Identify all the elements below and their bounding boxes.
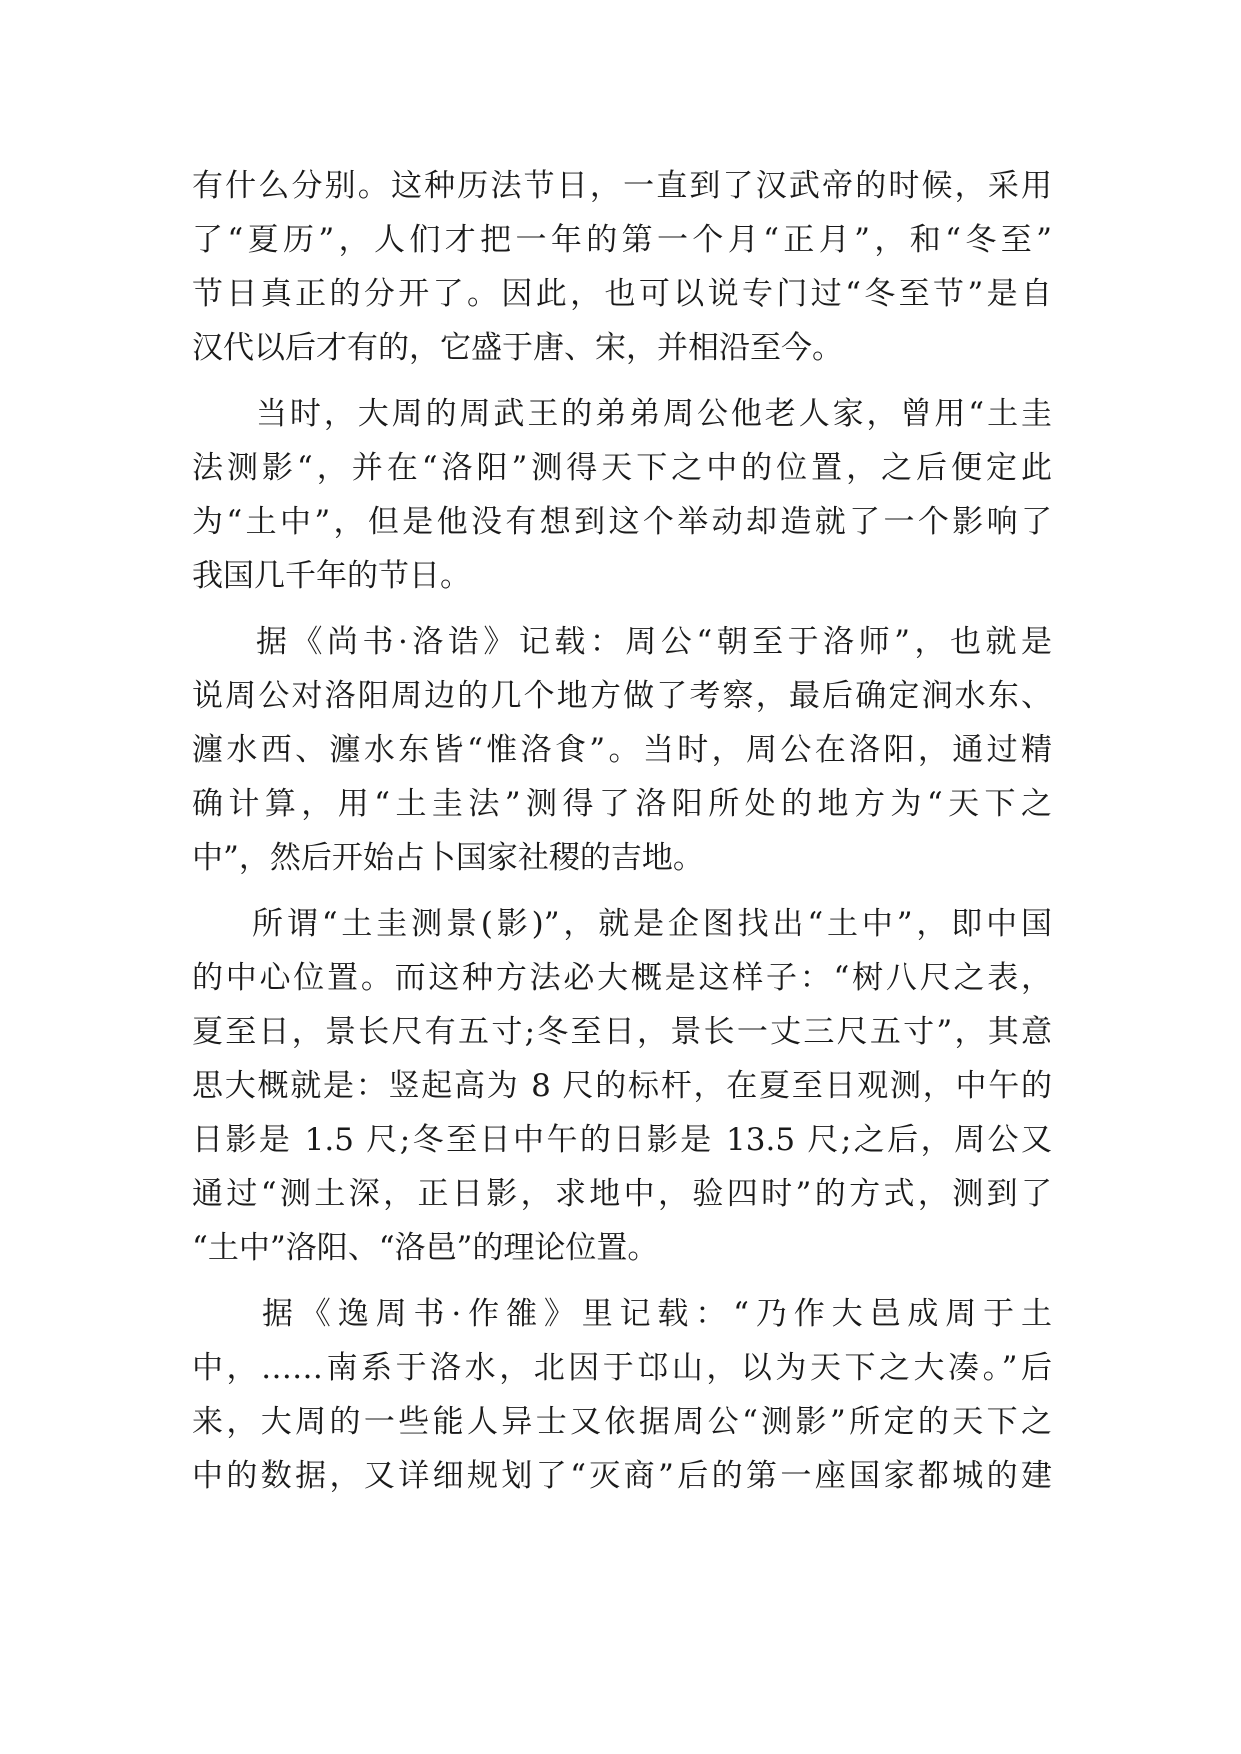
text-line-3: 节日真正的分开了。因此，也可以说专门过“冬至节”是自 (192, 276, 1052, 312)
text-line-14: 所谓“土圭测景(影)”，就是企图找出“土中”，即中国 (252, 906, 1052, 942)
text-line-12: 确计算，用“土圭法”测得了洛阳所处的地方为“天下之 (192, 786, 1052, 822)
text-line-8: 我国几千年的节日。 (192, 558, 471, 594)
text-line-5: 当时，大周的周武王的弟弟周公他老人家，曾用“土圭 (256, 396, 1052, 432)
text-line-20: “土中”洛阳、“洛邑”的理论位置。 (192, 1230, 659, 1266)
text-line-24: 中的数据，又详细规划了“灭商”后的第一座国家都城的建 (192, 1458, 1052, 1494)
text-line-17: 思大概就是：竖起高为 8 尺的标杆，在夏至日观测，中午的 (192, 1068, 1052, 1104)
text-line-11: 瀍水西、瀍水东皆“惟洛食”。当时，周公在洛阳，通过精 (192, 732, 1052, 768)
text-line-4: 汉代以后才有的，它盛于唐、宋，并相沿至今。 (192, 330, 843, 366)
text-line-6: 法测影“，并在“洛阳”测得天下之中的位置，之后便定此 (192, 450, 1052, 486)
text-line-22: 中，……南系于洛水，北因于邙山，以为天下之大凑。”后 (192, 1350, 1052, 1386)
text-line-1: 有什么分别。这种历法节日，一直到了汉武帝的时候，采用 (192, 168, 1052, 204)
text-line-9: 据《尚书·洛诰》记载：周公“朝至于洛师”，也就是 (256, 624, 1052, 660)
text-line-16: 夏至日，景长尺有五寸;冬至日，景长一丈三尺五寸”，其意 (192, 1014, 1052, 1050)
text-line-19: 通过“测土深，正日影，求地中，验四时”的方式，测到了 (192, 1176, 1052, 1212)
text-line-2: 了“夏历”，人们才把一年的第一个月“正月”，和“冬至” (192, 222, 1052, 258)
text-line-18: 日影是 1.5 尺;冬至日中午的日影是 13.5 尺;之后，周公又 (192, 1122, 1052, 1158)
text-line-7: 为“土中”，但是他没有想到这个举动却造就了一个影响了 (192, 504, 1052, 540)
text-line-21: 据《逸周书·作雒》里记载：“乃作大邑成周于土 (262, 1296, 1052, 1332)
text-line-13: 中”，然后开始占卜国家社稷的吉地。 (192, 840, 704, 876)
text-line-15: 的中心位置。而这种方法必大概是这样子：“树八尺之表， (192, 960, 1052, 996)
text-line-10: 说周公对洛阳周边的几个地方做了考察，最后确定涧水东、 (192, 678, 1052, 714)
text-line-23: 来，大周的一些能人异士又依据周公“测影”所定的天下之 (192, 1404, 1052, 1440)
